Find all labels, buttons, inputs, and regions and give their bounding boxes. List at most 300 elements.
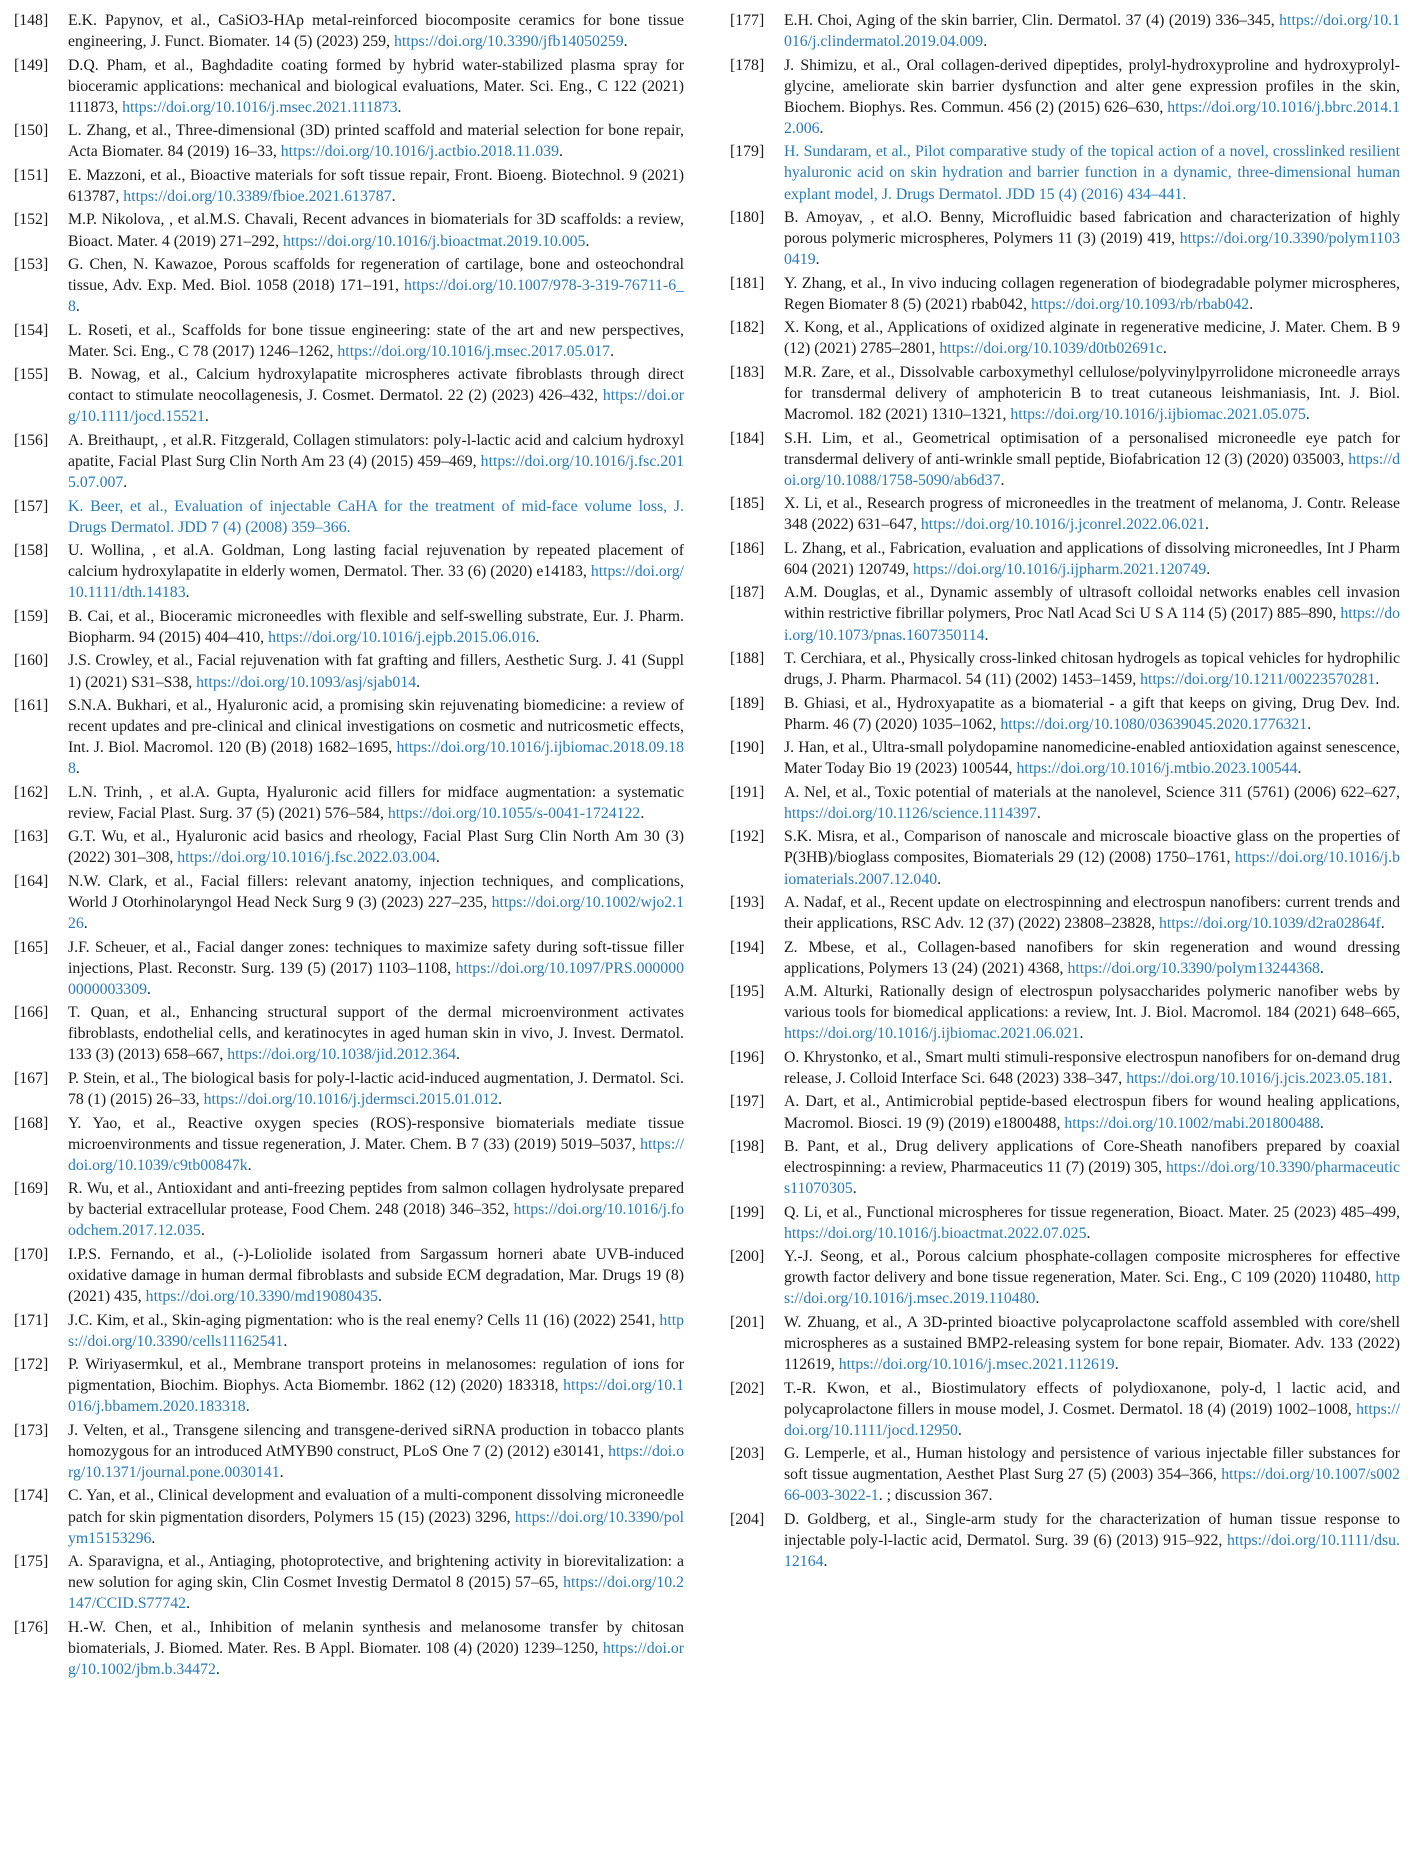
reference-item [14, 10, 684, 52]
citation-text[interactable]: H. Sundaram, et al., Pilot comparative study of the topical action of a novel, crosslinked resilient hyaluronic acid on skin hydration and barrier function in a dynamic, three-dimensional human explant model, J. Drugs Dermatol. JDD 15 (4) (2016) 434–441. [784, 143, 1400, 203]
reference-item [730, 1202, 1400, 1244]
reference-text [784, 1378, 1400, 1441]
reference-number: [175] [14, 1553, 49, 1571]
reference-number: [154] [14, 321, 49, 339]
reference-text [68, 165, 684, 207]
citation-text: A. Sparavigna, et al., Antiaging, photoprotective, and brightening activity in biorevitalization: a new solution for aging skin, Clin Cosmet Investig Dermatol 8 (2015) 57–65, [68, 1553, 684, 1592]
reference-text [68, 120, 684, 162]
citation-text: J.S. Crowley, et al., Facial rejuvenation with fat grafting and fillers, Aesthetic Surg. J. 41 (Suppl 1) (2021) S31–S38, [68, 652, 684, 691]
citation-text: L. Zhang, et al., Fabrication, evaluation and applications of dissolving microneedles, Int J Pharm 604 (2021) 120749, [784, 539, 1400, 578]
citation-text: S.N.A. Bukhari, et al., Hyaluronic acid, a promising skin rejuvenating biomedicine: a review of recent updates and pre-clinical and clinical investigations on cosmetic and nutricosmetic effects, Int. J. Biol. Macromol. 120 (B) (2018) 1682–1695, [68, 696, 684, 757]
reference-item [14, 430, 684, 493]
doi-link[interactable]: https://doi.org/10.3390/polym13244368 [1067, 959, 1320, 977]
doi-link[interactable]: https://doi.org/10.1002/mabi.201800488 [1064, 1114, 1320, 1132]
reference-item [730, 1091, 1400, 1133]
citation-text: B. Pant, et al., Drug delivery applications of Core-Sheath nanofibers prepared by coaxial electrospinning: a review, Pharmaceutics 11 (7) (2019) 305, [784, 1137, 1400, 1177]
citation-text: B. Nowag, et al., Calcium hydroxylapatite microspheres activate fibroblasts through direct contact to stimulate neocollagenesis, J. Cosmet. Dermatol. 22 (2) (2023) 426–432, [68, 366, 684, 405]
reference-item [730, 317, 1400, 359]
reference-text [784, 1246, 1400, 1309]
reference-text [784, 317, 1400, 359]
reference-number: [202] [730, 1379, 765, 1397]
reference-number: [174] [14, 1487, 49, 1505]
reference-number: [171] [14, 1311, 49, 1329]
doi-link[interactable]: https://doi.org/10.1080/03639045.2020.1776321 [1000, 715, 1308, 733]
citation-tail: . [819, 119, 824, 137]
reference-item [730, 538, 1400, 580]
doi-link[interactable]: https://doi.org/10.1111/jocd.15521 [68, 387, 684, 426]
citation-tail: . [1035, 1290, 1040, 1308]
citation-tail: . [815, 251, 820, 269]
citation-tail: . [1380, 915, 1385, 933]
reference-number: [195] [730, 983, 765, 1001]
reference-text [784, 1443, 1400, 1506]
citation-tail: . [391, 187, 396, 205]
reference-item [14, 1244, 684, 1307]
citation-tail: . [200, 1222, 205, 1240]
reference-item [14, 209, 684, 251]
citation-text: G.T. Wu, et al., Hyaluronic acid basics and rheology, Facial Plast Surg Clin North Am 30 (3) (2022) 301–308, [68, 828, 684, 867]
reference-item [730, 737, 1400, 779]
reference-number: [157] [14, 497, 49, 515]
doi-link[interactable]: https://doi.org/10.1016/j.ijpharm.2021.120749 [913, 560, 1207, 578]
reference-item [730, 1136, 1400, 1199]
reference-text [68, 540, 684, 603]
doi-link[interactable]: https://doi.org/10.1007/s00266-003-3022-1 [784, 1466, 1400, 1505]
reference-number: [204] [730, 1510, 765, 1528]
citation-text: L. Roseti, et al., Scaffolds for bone tissue engineering: state of the art and new perspectives, Mater. Sci. Eng., C 78 (2017) 1246–1262, [68, 321, 684, 360]
reference-text [784, 538, 1400, 580]
reference-number: [177] [730, 12, 765, 29]
doi-link[interactable]: https://doi.org/10.1016/j.msec.2019.110480 [784, 1269, 1400, 1308]
citation-text: L.N. Trinh, , et al.A. Gupta, Hyaluronic acid fillers for midface augmentation: a systematic review, Facial Plast. Surg. 37 (5) (2021) 576–584, [68, 783, 684, 822]
citation-text: W. Zhuang, et al., A 3D-printed bioactive polycaprolactone scaffold assembled with core/shell microspheres as a sustained BMP2-releasing system for bone repair, Biomater. Adv. 133 (2022) 112619, [784, 1313, 1400, 1374]
citation-tail: . [1079, 1025, 1084, 1043]
citation-tail: . [435, 849, 440, 867]
reference-item [14, 496, 684, 538]
citation-tail: . [151, 1529, 156, 1547]
citation-text: J. Shimizu, et al., Oral collagen-derived dipeptides, prolyl-hydroxyproline and hydroxyprolyl-glycine, ameliorate skin barrier dysfunction and alter gene expression profiles in the skin, Biochem. Biophys. Res. Commun. 456 (2) (2015) 626–630, [784, 56, 1400, 116]
citation-text: M.R. Zare, et al., Dissolvable carboxymethyl cellulose/polyvinylpyrrolidone microneedle arrays for transdermal delivery of amphotericin B to treat cutaneous leishmaniasis, Int. J. Biol. Macromol. 182 (2021) 1310–1321, [784, 363, 1400, 424]
reference-item [730, 693, 1400, 735]
citation-text: Y. Yao, et al., Reactive oxygen species (ROS)-responsive biomaterials mediate tissue microenvironments and tissue regeneration, J. Mater. Chem. B 7 (33) (2019) 5019–5037, [68, 1114, 684, 1153]
reference-item [14, 695, 684, 779]
doi-link[interactable]: https://doi.org/10.1002/jbm.b.34472 [68, 1639, 684, 1678]
citation-tail: . [610, 342, 615, 360]
doi-link[interactable]: https://doi.org/10.1016/j.fsc.2015.07.007 [68, 453, 684, 492]
reference-item [730, 1246, 1400, 1309]
reference-number: [198] [730, 1137, 765, 1155]
citation-text: P. Wiriyasermkul, et al., Membrane transport proteins in melanosomes: regulation of ions for pigmentation, Biochim. Biophys. Acta Biomembr. 1862 (12) (2020) 183318, [68, 1356, 684, 1395]
citation-tail: . [1114, 1356, 1119, 1374]
reference-item [14, 120, 684, 162]
reference-text [784, 362, 1400, 425]
doi-link[interactable]: https://doi.org/10.2147/CCID.S77742 [68, 1574, 684, 1613]
reference-item [730, 55, 1400, 139]
reference-item [14, 606, 684, 648]
reference-number: [167] [14, 1069, 49, 1087]
doi-link[interactable]: https://doi.org/10.1039/c9tb00847k [68, 1135, 684, 1174]
doi-link[interactable]: https://doi.org/10.1055/s-0041-1724122 [387, 804, 641, 822]
reference-text [68, 430, 684, 493]
citation-text: A.M. Douglas, et al., Dynamic assembly of ultrasoft colloidal networks enables cell invasion within restrictive fibrillar polymers, Proc Natl Acad Sci U S A 114 (5) (2017) 885–890, [784, 584, 1400, 623]
doi-link[interactable]: https://doi.org/10.1016/j.actbio.2018.11.039 [280, 143, 559, 161]
citation-tail: . [1086, 1224, 1091, 1242]
reference-number: [200] [730, 1248, 765, 1266]
reference-text [68, 1617, 684, 1680]
reference-text [68, 254, 684, 317]
reference-text [784, 782, 1400, 824]
citation-tail: . [558, 143, 563, 161]
reference-number: [149] [14, 56, 49, 74]
doi-link[interactable]: https://doi.org/10.1088/1758-5090/ab6d37 [784, 450, 1400, 489]
doi-link[interactable]: https://doi.org/10.1016/j.jconrel.2022.06.021 [920, 516, 1205, 534]
citation-tail: . [585, 232, 590, 250]
reference-text [784, 737, 1400, 779]
doi-link[interactable]: https://doi.org/10.1093/asj/sjab014 [196, 673, 417, 691]
doi-link[interactable]: https://doi.org/10.1016/j.msec.2017.05.017 [337, 342, 611, 360]
citation-tail: . [823, 1553, 828, 1571]
reference-text [784, 826, 1400, 889]
reference-text [784, 1202, 1400, 1244]
reference-number: [165] [14, 938, 49, 956]
reference-number: [189] [730, 694, 765, 712]
reference-text [68, 606, 684, 648]
citation-tail: . [1319, 1114, 1324, 1132]
doi-link[interactable]: https://doi.org/10.1111/dth.14183 [68, 563, 684, 602]
reference-number: [160] [14, 652, 49, 670]
citation-tail: . [623, 33, 628, 51]
reference-item [14, 55, 684, 118]
citation-tail: . [1297, 760, 1302, 778]
citation-text: G. Lemperle, et al., Human histology and persistence of various injectable filler substances for soft tissue augmentation, Aesthet Plast Surg 27 (5) (2003) 354–366, [784, 1445, 1400, 1484]
doi-link[interactable]: https://doi.org/10.1016/j.bbamem.2020.183318 [68, 1377, 684, 1416]
citation-tail: . [1319, 959, 1324, 977]
reference-item [14, 937, 684, 1000]
reference-number: [151] [14, 166, 49, 184]
reference-text [784, 10, 1400, 52]
doi-link[interactable]: https://doi.org/10.1016/j.mtbio.2023.100544 [1016, 760, 1298, 778]
citation-text: U. Wollina, , et al.A. Goldman, Long lasting facial rejuvenation by repeated placement of calcium hydroxylapatite in elderly women, Dermatol. Ther. 33 (6) (2020) e14183, [68, 542, 684, 581]
doi-link[interactable]: https://doi.org/10.1016/j.foodchem.2017.12.035 [68, 1201, 684, 1240]
citation-text: A. Nel, et al., Toxic potential of materials at the nanolevel, Science 311 (5761) (2006) 622–627, [784, 783, 1400, 801]
reference-text [784, 1091, 1400, 1133]
doi-link[interactable]: https://doi.org/10.1126/science.1114397 [784, 804, 1037, 822]
reference-text [68, 650, 684, 692]
doi-link[interactable]: https://doi.org/10.1073/pnas.1607350114 [784, 605, 1400, 644]
reference-item [730, 981, 1400, 1044]
reference-number: [193] [730, 894, 765, 911]
citation-text: J.F. Scheuer, et al., Facial danger zones: techniques to maximize safety during soft-tissue filler injections, Plast. Reconstr. Surg. 139 (5) (2017) 1103–1108, [68, 938, 684, 977]
citation-tail: . [937, 870, 942, 888]
reference-item [14, 1113, 684, 1176]
reference-number: [152] [14, 211, 49, 229]
reference-text [68, 496, 684, 538]
reference-number: [199] [730, 1203, 765, 1221]
reference-item [730, 141, 1400, 204]
doi-link[interactable]: https://doi.org/10.1007/978-3-319-76711-6_8 [68, 277, 684, 316]
citation-tail: . [146, 980, 151, 998]
reference-item [730, 1378, 1400, 1441]
citation-text: A.M. Alturki, Rationally design of electrospun polysaccharides polymeric nanofiber webs by various tools for biomedical applications: a review, Int. J. Biol. Macromol. 184 (2021) 648–665, [784, 983, 1400, 1022]
doi-link[interactable]: https://doi.org/10.3390/polym11030419 [784, 230, 1400, 269]
citation-text: T. Quan, et al., Enhancing structural support of the dermal microenvironment activates fibroblasts, endothelial cells, and keratinocytes in aged human skin in vivo, J. Invest. Dermatol. 133 (3) (2013) 658–667, [68, 1004, 684, 1064]
citation-text: A. Nadaf, et al., Recent update on electrospinning and electrospun nanofibers: current trends and their applications, RSC Adv. 12 (37) (2022) 23808–23828, [784, 894, 1400, 933]
reference-number: [169] [14, 1180, 49, 1198]
reference-text [784, 141, 1400, 204]
citation-text: J. Han, et al., Ultra-small polydopamine nanomedicine-enabled antioxidation against senescence, Mater Today Bio 19 (2023) 100544, [784, 739, 1400, 778]
reference-text [68, 1551, 684, 1614]
doi-link[interactable]: https://doi.org/10.1016/j.clindermatol.2019.04.009 [784, 12, 1400, 51]
citation-text: H.-W. Chen, et al., Inhibition of melanin synthesis and melanosome transfer by chitosan biomaterials, J. Biomed. Mater. Res. B Appl. Biomater. 108 (4) (2020) 1239–1250, [68, 1618, 684, 1657]
reference-number: [188] [730, 650, 765, 668]
citation-tail: . [377, 1288, 382, 1306]
doi-link[interactable]: https://doi.org/10.3390/cells11162541 [68, 1311, 684, 1350]
citation-tail: . [1000, 471, 1005, 489]
doi-link[interactable]: https://doi.org/10.1097/PRS.0000000000003309 [68, 959, 684, 998]
citation-tail: . [245, 1398, 250, 1416]
citation-text: N.W. Clark, et al., Facial fillers: relevant anatomy, injection techniques, and complications, World J Otorhinolaryngol Head Neck Surg 9 (3) (2023) 227–235, [68, 872, 684, 911]
citation-text: E.H. Choi, Aging of the skin barrier, Clin. Dermatol. 37 (4) (2019) 336–345, [784, 12, 1280, 29]
doi-link[interactable]: https://doi.org/10.3389/fbioe.2021.613787 [123, 187, 392, 205]
reference-number: [164] [14, 872, 49, 890]
citation-text: L. Zhang, et al., Three-dimensional (3D) printed scaffold and material selection for bone repair, Acta Biomater. 84 (2019) 16–33, [68, 122, 684, 161]
citation-text: T.-R. Kwon, et al., Biostimulatory effects of polydioxanone, poly-d, l lactic acid, and polycaprolactone fillers in mouse model, J. Cosmet. Dermatol. 18 (4) (2019) 1002–1008, [784, 1379, 1400, 1418]
reference-item [14, 650, 684, 692]
reference-text [68, 10, 684, 52]
reference-text [68, 209, 684, 251]
reference-text [68, 364, 684, 427]
reference-text [68, 937, 684, 1000]
reference-number: [161] [14, 696, 49, 714]
reference-text [784, 892, 1400, 934]
reference-item [14, 782, 684, 824]
doi-link[interactable]: https://doi.org/10.1093/rb/rbab042 [1030, 295, 1250, 313]
doi-link[interactable]: https://doi.org/10.1016/j.ijbiomac.2018.09.188 [68, 739, 684, 778]
doi-link[interactable]: https://doi.org/10.3390/jfb14050259 [393, 33, 624, 51]
reference-text [68, 320, 684, 362]
reference-item [730, 782, 1400, 824]
reference-text [68, 1178, 684, 1241]
reference-number: [166] [14, 1004, 49, 1022]
citation-text: J.C. Kim, et al., Skin-aging pigmentation: who is the real enemy? Cells 11 (16) (2022) 2541, [68, 1311, 660, 1329]
citation-tail: . [1307, 715, 1312, 733]
citation-tail: . [984, 626, 989, 644]
reference-text [784, 648, 1400, 690]
reference-item [14, 1485, 684, 1548]
citation-tail: . [983, 33, 988, 51]
doi-link[interactable]: https://doi.org/10.1016/j.bbrc.2014.12.006 [784, 98, 1400, 137]
citation-text: A. Dart, et al., Antimicrobial peptide-based electrospun fibers for wound healing applications, Macromol. Biosci. 19 (9) (2019) e1800488, [784, 1093, 1400, 1132]
doi-link[interactable]: https://doi.org/10.1016/j.biomaterials.2007.12.040 [784, 849, 1400, 888]
citation-text: X. Kong, et al., Applications of oxidized alginate in regenerative medicine, J. Mater. Chem. B 9 (12) (2021) 2785–2801, [784, 319, 1400, 358]
doi-link[interactable]: https://doi.org/10.3390/pharmaceutics11070305 [784, 1159, 1400, 1198]
citation-tail: . [186, 1595, 191, 1613]
reference-item [14, 165, 684, 207]
left-column [14, 10, 684, 1860]
citation-tail: . [247, 1156, 252, 1174]
reference-number: [182] [730, 319, 765, 337]
reference-text [784, 937, 1400, 979]
doi-link[interactable]: https://doi.org/10.1371/journal.pone.0030141 [68, 1442, 684, 1481]
reference-text [68, 782, 684, 824]
reference-item [730, 362, 1400, 425]
doi-link[interactable]: https://doi.org/10.3390/md19080435 [145, 1288, 378, 1306]
reference-item [730, 1509, 1400, 1572]
doi-link[interactable]: https://doi.org/10.1039/d2ra02864f [1159, 915, 1381, 933]
reference-item [730, 582, 1400, 645]
reference-text [68, 1068, 684, 1110]
citation-text: X. Li, et al., Research progress of microneedles in the treatment of melanoma, J. Contr. Release 348 (2022) 631–647, [784, 495, 1400, 534]
reference-number: [156] [14, 431, 49, 449]
reference-text [68, 1244, 684, 1307]
reference-number: [172] [14, 1356, 49, 1374]
reference-text [784, 493, 1400, 535]
reference-item [730, 1312, 1400, 1375]
reference-item [730, 892, 1400, 934]
citation-text: T. Cerchiara, et al., Physically cross-linked chitosan hydrogels as topical vehicles for hydrophilic drugs, J. Pharm. Pharmacol. 54 (11) (2002) 1453–1459, [784, 650, 1400, 689]
citation-tail: . [83, 915, 88, 933]
reference-list [14, 10, 1400, 1860]
citation-tail: . [1036, 804, 1041, 822]
reference-number: [191] [730, 783, 765, 801]
citation-text: J. Velten, et al., Transgene silencing and transgene-derived siRNA production in tobacco plants homozygous for an introduced AtMYB90 construct, PLoS One 7 (2) (2012) e30141, [68, 1421, 684, 1460]
citation-tail: . [279, 1463, 284, 1481]
reference-text [784, 582, 1400, 645]
reference-item [730, 648, 1400, 690]
reference-number: [153] [14, 255, 49, 273]
citation-text: E.K. Papynov, et al., CaSiO3-HAp metal-reinforced biocomposite ceramics for bone tissue engineering, J. Funct. Biomater. 14 (5) (2023) 259, [68, 12, 684, 51]
reference-item [14, 1354, 684, 1417]
reference-item [730, 207, 1400, 270]
citation-tail: . [75, 298, 80, 316]
citation-text: Y.-J. Seong, et al., Porous calcium phosphate-collagen composite microspheres for effective growth factor delivery and bone tissue regeneration, Mater. Sci. Eng., C 109 (2020) 110480, [784, 1248, 1400, 1287]
doi-link[interactable]: https://doi.org/10.1211/00223570281 [1140, 671, 1376, 689]
reference-item [14, 1068, 684, 1110]
reference-item [730, 493, 1400, 535]
citation-tail: . [456, 1046, 460, 1064]
reference-number: [181] [730, 274, 765, 292]
citation-tail: . [397, 98, 402, 116]
reference-number: [194] [730, 938, 765, 956]
doi-link[interactable]: https://doi.org/10.1002/wjo2.126 [68, 894, 684, 933]
reference-item [14, 1420, 684, 1483]
reference-item [730, 428, 1400, 491]
citation-tail: . [1305, 406, 1310, 424]
doi-link[interactable]: https://doi.org/10.1111/dsu.12164 [784, 1532, 1400, 1571]
reference-number: [197] [730, 1093, 765, 1111]
doi-link[interactable]: https://doi.org/10.3390/polym15153296 [68, 1508, 684, 1547]
citation-tail: . [498, 1091, 503, 1109]
reference-number: [196] [730, 1048, 765, 1066]
citation-text: Y. Zhang, et al., In vivo inducing collagen regeneration of biodegradable polymer microspheres, Regen Biomater 8 (5) (2021) rbab042, [784, 274, 1400, 313]
reference-number: [158] [14, 542, 49, 560]
citation-text: R. Wu, et al., Antioxidant and anti-freezing peptides from salmon collagen hydrolysate prepared by bacterial extracellular protease, Food Chem. 248 (2018) 346–352, [68, 1180, 684, 1219]
citation-text: D. Goldberg, et al., Single-arm study for the characterization of human tissue response to injectable poly-l-lactic acid, Dermatol. Surg. 39 (6) (2013) 915–922, [784, 1510, 1400, 1550]
doi-link[interactable]: https://doi.org/10.1016/j.ijbiomac.2021.06.021 [784, 1025, 1080, 1043]
doi-link[interactable]: https://doi.org/10.1016/j.ejpb.2015.06.016 [268, 628, 536, 646]
reference-number: [203] [730, 1445, 765, 1463]
reference-number: [148] [14, 12, 49, 29]
reference-number: [201] [730, 1313, 765, 1331]
citation-tail: . [204, 408, 209, 426]
right-column [730, 10, 1400, 1860]
reference-number: [187] [730, 584, 765, 602]
reference-text [784, 1136, 1400, 1199]
doi-link[interactable]: https://doi.org/10.1016/j.ijbiomac.2021.05.075 [1010, 406, 1306, 424]
reference-number: [184] [730, 429, 765, 447]
doi-link[interactable]: https://doi.org/10.1016/j.bioactmat.2022.07.025 [784, 1224, 1087, 1242]
citation-tail: . [215, 1660, 220, 1678]
citation-text: E. Mazzoni, et al., Bioactive materials for soft tissue repair, Front. Bioeng. Biotechnol. 9 (2021) 613787, [68, 166, 684, 205]
reference-item [730, 826, 1400, 889]
reference-item [730, 1443, 1400, 1506]
reference-item [14, 1178, 684, 1241]
reference-item [14, 540, 684, 603]
citation-text: O. Khrystonko, et al., Smart multi stimuli-responsive electrospun nanofibers for on-demand drug release, J. Colloid Interface Sci. 648 (2023) 338–347, [784, 1048, 1400, 1087]
citation-tail: . ; discussion 367. [878, 1487, 993, 1505]
citation-text[interactable]: K. Beer, et al., Evaluation of injectable CaHA for the treatment of mid-face volume loss, J. Drugs Dermatol. JDD 7 (4) (2008) 359–366. [68, 497, 684, 536]
citation-tail: . [1249, 295, 1254, 313]
reference-number: [163] [14, 828, 49, 846]
reference-text [784, 1509, 1400, 1572]
citation-text: G. Chen, N. Kawazoe, Porous scaffolds for regeneration of cartilage, bone and osteochondral tissue, Adv. Exp. Med. Biol. 1058 (2018) 171–191, [68, 255, 684, 295]
doi-link[interactable]: https://doi.org/10.1016/j.jcis.2023.05.181 [1126, 1069, 1389, 1087]
citation-tail: . [957, 1421, 962, 1439]
doi-link[interactable]: https://doi.org/10.1016/j.msec.2021.111873 [122, 98, 398, 116]
citation-tail: . [1206, 560, 1211, 578]
reference-number: [176] [14, 1618, 49, 1636]
reference-text [68, 1485, 684, 1548]
reference-item [730, 10, 1400, 52]
doi-link[interactable]: https://doi.org/10.1016/j.msec.2021.112619 [838, 1356, 1115, 1374]
citation-tail: . [852, 1180, 857, 1198]
doi-link[interactable]: https://doi.org/10.1016/j.fsc.2022.03.004 [177, 849, 436, 867]
reference-item [14, 364, 684, 427]
reference-number: [150] [14, 122, 49, 140]
reference-number: [162] [14, 783, 49, 801]
reference-number: [178] [730, 56, 765, 74]
reference-text [68, 1420, 684, 1483]
reference-number: [183] [730, 363, 765, 381]
citation-tail: . [1162, 340, 1167, 358]
reference-number: [180] [730, 209, 765, 227]
doi-link[interactable]: https://doi.org/10.1039/d0tb02691c [939, 340, 1163, 358]
doi-link[interactable]: https://doi.org/10.1111/jocd.12950 [784, 1400, 1400, 1439]
citation-tail: . [123, 474, 128, 492]
reference-text [784, 981, 1400, 1044]
reference-number: [190] [730, 739, 765, 757]
reference-text [784, 1047, 1400, 1089]
reference-text [784, 1312, 1400, 1375]
reference-item [14, 1617, 684, 1680]
doi-link[interactable]: https://doi.org/10.1016/j.jdermsci.2015.01.012 [203, 1091, 499, 1109]
doi-link[interactable]: https://doi.org/10.1016/j.bioactmat.2019.10.005 [282, 232, 586, 250]
reference-number: [170] [14, 1245, 49, 1263]
citation-tail: . [283, 1332, 288, 1350]
citation-tail: . [75, 760, 80, 778]
reference-item [14, 320, 684, 362]
citation-tail: . [1375, 671, 1380, 689]
doi-link[interactable]: https://doi.org/10.1038/jid.2012.364 [227, 1046, 457, 1064]
citation-tail: . [640, 804, 645, 822]
reference-item [730, 1047, 1400, 1089]
reference-text [68, 871, 684, 934]
citation-text: B. Ghiasi, et al., Hydroxyapatite as a biomaterial - a gift that keeps on giving, Drug Dev. Ind. Pharm. 46 (7) (2020) 1035–1062, [784, 694, 1400, 733]
reference-number: [173] [14, 1421, 49, 1439]
reference-number: [186] [730, 539, 765, 557]
reference-number: [155] [14, 366, 49, 384]
citation-text: S.H. Lim, et al., Geometrical optimisation of a personalised microneedle eye patch for transdermal delivery of anti-wrinkle small peptide, Biofabrication 12 (3) (2020) 035003, [784, 429, 1400, 468]
